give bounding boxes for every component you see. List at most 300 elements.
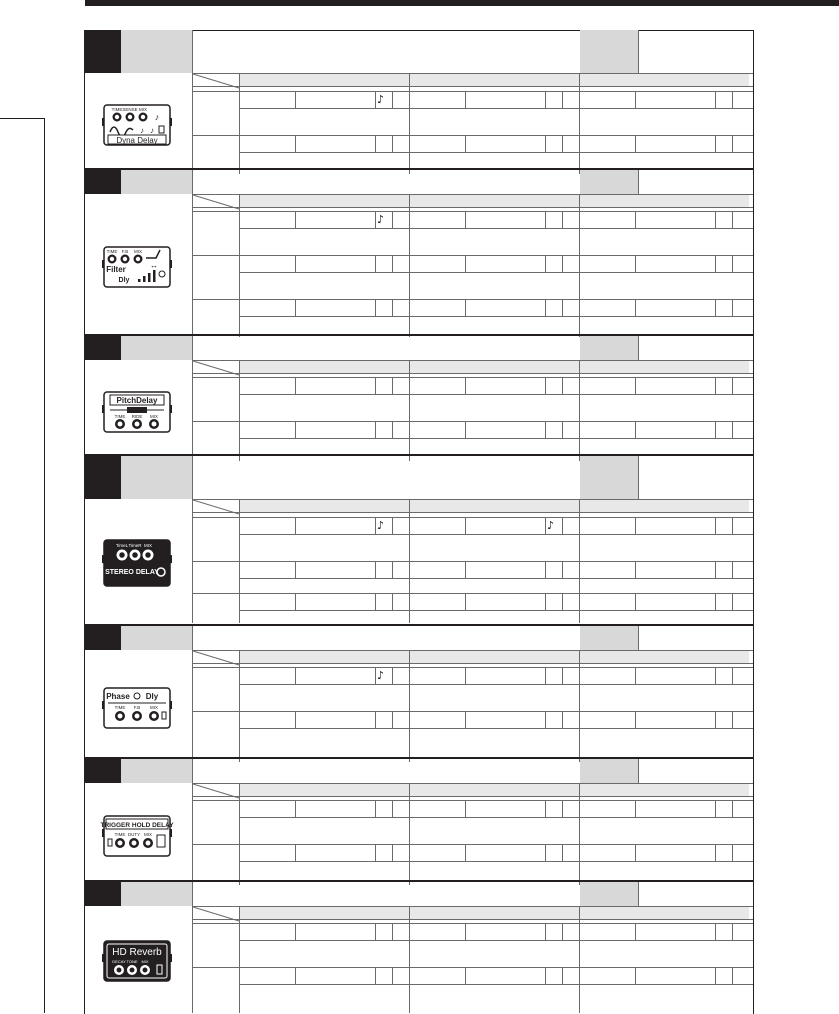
param-name-divider bbox=[465, 377, 466, 394]
effect-section-stereo bbox=[84, 456, 753, 623]
param-value-divider bbox=[375, 800, 376, 817]
param-name-divider bbox=[635, 923, 636, 940]
param-name-divider bbox=[465, 299, 466, 316]
param-name-divider bbox=[635, 561, 636, 578]
param-unit-divider bbox=[562, 135, 563, 152]
param-column-divider bbox=[409, 74, 410, 174]
param-strip-bottom bbox=[193, 919, 753, 920]
pedal-name: Dyna Delay bbox=[116, 136, 158, 145]
header-divider-2 bbox=[638, 456, 639, 499]
param-column-header-1 bbox=[240, 784, 409, 796]
param-unit-divider bbox=[562, 667, 563, 684]
param-name-divider bbox=[635, 377, 636, 394]
param-header-left-rule bbox=[239, 361, 240, 461]
effect-section-hdrev bbox=[84, 882, 753, 1013]
knob-label-mix: MIX bbox=[138, 107, 148, 112]
param-value-divider bbox=[715, 377, 716, 394]
param-value-divider bbox=[375, 967, 376, 984]
param-row-rule bbox=[193, 711, 753, 712]
param-row-rule bbox=[193, 91, 753, 92]
pedal-name: Phase bbox=[106, 691, 130, 701]
param-name-divider bbox=[635, 667, 636, 684]
param-name-divider bbox=[635, 421, 636, 438]
param-unit-divider bbox=[562, 800, 563, 817]
param-name-divider bbox=[295, 421, 296, 438]
knob-label-timer: TimeR bbox=[128, 542, 142, 548]
param-value-divider bbox=[375, 667, 376, 684]
param-strip-bottom bbox=[193, 663, 753, 664]
param-name-divider bbox=[295, 844, 296, 861]
effect-type-cell bbox=[580, 170, 638, 194]
param-unit-divider bbox=[732, 377, 733, 394]
param-value-divider bbox=[375, 561, 376, 578]
param-row-rule bbox=[193, 211, 753, 212]
effect-name-cell bbox=[121, 336, 192, 360]
margin-bracket bbox=[44, 118, 45, 1013]
image-cell-right-border bbox=[192, 73, 193, 174]
param-name-divider bbox=[295, 211, 296, 228]
header-divider-2 bbox=[638, 336, 639, 360]
param-unit-divider bbox=[392, 299, 393, 316]
param-value-divider bbox=[715, 561, 716, 578]
effect-section-filter bbox=[84, 170, 753, 337]
param-row-rule bbox=[193, 844, 753, 845]
param-row-rule bbox=[193, 593, 753, 594]
param-value-divider bbox=[715, 517, 716, 534]
param-unit-divider bbox=[732, 561, 733, 578]
param-unit-divider bbox=[732, 593, 733, 610]
param-column-header-1 bbox=[240, 651, 409, 663]
knob-label-time: TIME bbox=[106, 249, 118, 254]
param-unit-divider bbox=[392, 844, 393, 861]
param-row-subrule bbox=[239, 610, 753, 611]
param-value-divider bbox=[715, 667, 716, 684]
param-value-divider bbox=[715, 967, 716, 984]
effect-section-pitch bbox=[84, 336, 753, 461]
param-value-divider bbox=[715, 255, 716, 272]
param-value-divider bbox=[545, 800, 546, 817]
param-value-divider bbox=[545, 135, 546, 152]
effect-name-cell bbox=[121, 30, 192, 73]
param-column-header-2 bbox=[410, 651, 579, 663]
param-column-header-2 bbox=[410, 500, 579, 512]
param-row-subrule bbox=[239, 817, 753, 818]
param-value-divider bbox=[375, 844, 376, 861]
param-value-divider bbox=[545, 211, 546, 228]
knob-label-time: TIME bbox=[114, 831, 126, 837]
param-row-rule bbox=[193, 667, 753, 668]
header-divider-1 bbox=[192, 170, 193, 194]
param-name-divider bbox=[635, 135, 636, 152]
param-unit-divider bbox=[732, 967, 733, 984]
param-strip-bottom bbox=[193, 512, 753, 513]
param-row-rule bbox=[193, 967, 753, 968]
effect-name-cell bbox=[121, 759, 192, 783]
param-name-divider bbox=[465, 967, 466, 984]
param-unit-divider bbox=[732, 91, 733, 108]
note-glyph: ♪ bbox=[140, 126, 144, 135]
param-unit-divider bbox=[562, 711, 563, 728]
param-strip-bottom bbox=[193, 207, 753, 208]
param-unit-divider bbox=[562, 255, 563, 272]
param-name-divider bbox=[465, 135, 466, 152]
param-value-divider bbox=[375, 255, 376, 272]
note-glyph: ♪ bbox=[154, 112, 160, 122]
param-column-header-2 bbox=[410, 74, 579, 86]
param-name-divider bbox=[295, 561, 296, 578]
phase-delay-pedal-icon bbox=[102, 687, 174, 733]
param-name-divider bbox=[635, 91, 636, 108]
param-column-header-3 bbox=[580, 74, 749, 86]
header-divider-2 bbox=[638, 626, 639, 650]
param-column-header-3 bbox=[580, 500, 749, 512]
param-value-divider bbox=[545, 255, 546, 272]
knob-label-time: TIME bbox=[114, 414, 126, 419]
tempo-sync-note-icon: ♪ bbox=[377, 519, 385, 532]
param-value-divider bbox=[715, 844, 716, 861]
effect-type-cell bbox=[580, 882, 638, 906]
knob-label-time: TIME bbox=[111, 107, 123, 112]
header-divider-1 bbox=[192, 456, 193, 499]
param-value-divider bbox=[375, 211, 376, 228]
effect-type-cell bbox=[580, 456, 638, 499]
param-name-divider bbox=[635, 517, 636, 534]
param-unit-divider bbox=[392, 377, 393, 394]
param-value-divider bbox=[715, 211, 716, 228]
param-name-divider bbox=[295, 517, 296, 534]
image-cell-right-border bbox=[192, 360, 193, 461]
effect-number-cell bbox=[84, 456, 121, 499]
param-row-rule bbox=[193, 923, 753, 924]
param-value-divider bbox=[545, 299, 546, 316]
param-unit-divider bbox=[732, 844, 733, 861]
param-unit-divider bbox=[562, 593, 563, 610]
param-value-divider bbox=[545, 923, 546, 940]
param-name-divider bbox=[635, 967, 636, 984]
param-unit-divider bbox=[562, 517, 563, 534]
param-name-divider bbox=[635, 299, 636, 316]
effect-section-dyna bbox=[84, 30, 753, 174]
knob-label-timel: TimeL bbox=[115, 542, 129, 548]
param-value-divider bbox=[375, 517, 376, 534]
param-value-divider bbox=[545, 667, 546, 684]
param-name-divider bbox=[295, 593, 296, 610]
note-glyph: ♪ bbox=[150, 126, 154, 135]
param-value-divider bbox=[375, 711, 376, 728]
pedal-name: PitchDelay bbox=[116, 396, 158, 405]
effect-name-cell bbox=[121, 626, 192, 650]
param-column-header-3 bbox=[580, 195, 749, 207]
param-name-divider bbox=[635, 711, 636, 728]
effect-number-cell bbox=[84, 626, 121, 650]
param-row-subrule bbox=[239, 316, 753, 317]
param-row-subrule bbox=[239, 534, 753, 535]
param-unit-divider bbox=[392, 91, 393, 108]
param-unit-divider bbox=[732, 517, 733, 534]
header-divider-1 bbox=[192, 30, 193, 73]
header-divider-1 bbox=[192, 759, 193, 783]
pedal-name-2: Dly bbox=[118, 277, 130, 284]
param-unit-divider bbox=[732, 667, 733, 684]
param-unit-divider bbox=[392, 561, 393, 578]
param-value-divider bbox=[375, 91, 376, 108]
param-value-divider bbox=[375, 135, 376, 152]
param-value-divider bbox=[715, 923, 716, 940]
effect-number-cell bbox=[84, 170, 121, 194]
param-value-divider bbox=[375, 923, 376, 940]
hd-reverb-pedal-icon bbox=[102, 940, 174, 986]
effect-type-cell bbox=[580, 336, 638, 360]
knob-label-mix: MIX bbox=[149, 704, 159, 710]
param-unit-divider bbox=[562, 923, 563, 940]
param-column-header-2 bbox=[410, 361, 579, 373]
param-name-divider bbox=[295, 377, 296, 394]
tempo-sync-note-icon: ♪ bbox=[377, 669, 385, 682]
param-unit-divider bbox=[392, 517, 393, 534]
param-value-divider bbox=[375, 593, 376, 610]
param-unit-divider bbox=[732, 255, 733, 272]
header-divider-2 bbox=[638, 170, 639, 194]
filter-delay-pedal-icon bbox=[102, 246, 174, 292]
knob-label-ride: RIDE bbox=[131, 414, 143, 419]
param-column-header-3 bbox=[580, 784, 749, 796]
image-cell-right-border bbox=[192, 194, 193, 337]
param-unit-divider bbox=[392, 421, 393, 438]
param-column-header-3 bbox=[580, 651, 749, 663]
header-divider-1 bbox=[192, 336, 193, 360]
param-column-header-1 bbox=[240, 74, 409, 86]
param-unit-divider bbox=[732, 299, 733, 316]
pedal-name: HD Reverb bbox=[112, 947, 162, 958]
param-column-header-1 bbox=[240, 907, 409, 919]
effect-number-cell bbox=[84, 30, 121, 73]
knob-label-mix: MIX bbox=[143, 831, 153, 837]
image-cell-right-border bbox=[192, 783, 193, 885]
param-value-divider bbox=[715, 299, 716, 316]
pedal-name: TRIGGER HOLD DELAY bbox=[100, 821, 174, 829]
pitch-delay-pedal-icon bbox=[102, 391, 174, 437]
param-row-subrule bbox=[239, 438, 753, 439]
effect-number-cell bbox=[84, 336, 121, 360]
knob-label-decay: DECAY bbox=[112, 959, 126, 964]
param-value-divider bbox=[545, 967, 546, 984]
param-name-divider bbox=[465, 711, 466, 728]
param-value-divider bbox=[715, 421, 716, 438]
param-row-rule bbox=[193, 135, 753, 136]
param-name-divider bbox=[295, 255, 296, 272]
param-name-divider bbox=[295, 923, 296, 940]
param-header-left-rule bbox=[239, 74, 240, 174]
param-name-divider bbox=[635, 844, 636, 861]
tempo-sync-note-icon: ♪ bbox=[547, 519, 555, 532]
param-value-divider bbox=[715, 91, 716, 108]
param-row-subrule bbox=[239, 684, 753, 685]
param-value-divider bbox=[545, 377, 546, 394]
param-column-header-3 bbox=[580, 361, 749, 373]
header-divider-2 bbox=[638, 30, 639, 73]
param-unit-divider bbox=[392, 211, 393, 228]
param-row-subrule bbox=[239, 152, 753, 153]
param-value-divider bbox=[545, 517, 546, 534]
pedal-name: STEREO DELAY bbox=[105, 568, 159, 576]
param-unit-divider bbox=[732, 711, 733, 728]
param-unit-divider bbox=[392, 967, 393, 984]
param-row-rule bbox=[193, 255, 753, 256]
param-unit-divider bbox=[562, 299, 563, 316]
param-name-divider bbox=[295, 667, 296, 684]
param-column-header-1 bbox=[240, 500, 409, 512]
param-value-divider bbox=[545, 593, 546, 610]
param-unit-divider bbox=[392, 711, 393, 728]
param-row-subrule bbox=[239, 394, 753, 395]
param-row-subrule bbox=[239, 984, 753, 985]
param-unit-divider bbox=[732, 923, 733, 940]
param-value-divider bbox=[545, 421, 546, 438]
param-row-subrule bbox=[239, 940, 753, 941]
effect-name-cell bbox=[121, 170, 192, 194]
effect-number-cell bbox=[84, 759, 121, 783]
param-row-subrule bbox=[239, 272, 753, 273]
param-value-divider bbox=[545, 844, 546, 861]
param-name-divider bbox=[465, 255, 466, 272]
param-name-divider bbox=[465, 800, 466, 817]
param-name-divider bbox=[295, 967, 296, 984]
param-unit-divider bbox=[562, 91, 563, 108]
param-row-rule bbox=[193, 517, 753, 518]
param-name-divider bbox=[635, 211, 636, 228]
knob-label-time: TIME bbox=[114, 704, 126, 710]
pedal-name: Filter bbox=[106, 265, 126, 274]
knob-label-tone: TONE bbox=[126, 959, 138, 964]
knob-label-mix: MIX bbox=[141, 959, 149, 964]
param-name-divider bbox=[465, 561, 466, 578]
param-row-rule bbox=[193, 800, 753, 801]
param-value-divider bbox=[545, 561, 546, 578]
param-column-header-2 bbox=[410, 784, 579, 796]
knob-label-f.b: F.B bbox=[133, 704, 141, 710]
param-name-divider bbox=[295, 91, 296, 108]
param-unit-divider bbox=[392, 667, 393, 684]
param-name-divider bbox=[295, 135, 296, 152]
param-value-divider bbox=[375, 377, 376, 394]
param-row-rule bbox=[193, 421, 753, 422]
param-value-divider bbox=[715, 593, 716, 610]
param-row-subrule bbox=[239, 861, 753, 862]
effect-section-phase bbox=[84, 626, 753, 762]
param-unit-divider bbox=[392, 800, 393, 817]
param-unit-divider bbox=[392, 135, 393, 152]
param-row-rule bbox=[193, 561, 753, 562]
header-divider-1 bbox=[192, 626, 193, 650]
knob-label-mix: MIX bbox=[143, 542, 153, 548]
knob-label-duty: DUTY bbox=[127, 831, 141, 837]
param-unit-divider bbox=[392, 923, 393, 940]
arrow-glyph: ↔ bbox=[150, 261, 158, 270]
param-row-subrule bbox=[239, 728, 753, 729]
top-rule bbox=[85, 0, 839, 6]
param-unit-divider bbox=[562, 561, 563, 578]
param-name-divider bbox=[465, 91, 466, 108]
param-value-divider bbox=[375, 421, 376, 438]
param-column-divider bbox=[579, 74, 580, 174]
param-name-divider bbox=[635, 255, 636, 272]
param-unit-divider bbox=[562, 967, 563, 984]
param-unit-divider bbox=[732, 135, 733, 152]
param-row-subrule bbox=[239, 108, 753, 109]
param-name-divider bbox=[295, 299, 296, 316]
effect-name-cell bbox=[121, 882, 192, 906]
param-unit-divider bbox=[562, 844, 563, 861]
param-unit-divider bbox=[392, 255, 393, 272]
effect-type-cell bbox=[580, 30, 638, 73]
param-row-subrule bbox=[239, 228, 753, 229]
param-unit-divider bbox=[732, 800, 733, 817]
effect-type-cell bbox=[580, 626, 638, 650]
param-unit-divider bbox=[392, 593, 393, 610]
param-column-divider bbox=[579, 361, 580, 461]
header-divider-2 bbox=[638, 882, 639, 906]
knob-label-mix: MIX bbox=[133, 249, 143, 254]
param-name-divider bbox=[465, 593, 466, 610]
param-unit-divider bbox=[562, 211, 563, 228]
effect-number-cell bbox=[84, 882, 121, 906]
stereo-delay-pedal-icon bbox=[102, 539, 174, 591]
param-unit-divider bbox=[732, 211, 733, 228]
param-value-divider bbox=[715, 800, 716, 817]
dyna-delay-pedal-icon bbox=[102, 104, 174, 150]
knob-label-sense: SENSE bbox=[122, 107, 138, 112]
param-unit-divider bbox=[732, 421, 733, 438]
param-strip-bottom bbox=[193, 86, 753, 87]
param-strip-bottom bbox=[193, 796, 753, 797]
header-divider-1 bbox=[192, 882, 193, 906]
param-value-divider bbox=[545, 91, 546, 108]
pedal-name-2: Dly bbox=[145, 691, 159, 701]
param-name-divider bbox=[465, 421, 466, 438]
effect-parameter-table bbox=[84, 30, 753, 1014]
param-unit-divider bbox=[562, 421, 563, 438]
param-name-divider bbox=[465, 211, 466, 228]
param-name-divider bbox=[465, 844, 466, 861]
knob-label-f.b: F.B bbox=[121, 249, 129, 254]
param-name-divider bbox=[465, 667, 466, 684]
param-value-divider bbox=[715, 711, 716, 728]
param-name-divider bbox=[635, 593, 636, 610]
param-unit-divider bbox=[562, 377, 563, 394]
param-name-divider bbox=[295, 800, 296, 817]
effect-name-cell bbox=[121, 456, 192, 499]
param-value-divider bbox=[715, 135, 716, 152]
effect-type-cell bbox=[580, 759, 638, 783]
trigger-hold-delay-pedal-icon bbox=[102, 815, 174, 861]
tempo-sync-note-icon: ♪ bbox=[377, 213, 385, 226]
param-row-rule bbox=[193, 377, 753, 378]
header-divider-2 bbox=[638, 759, 639, 783]
effect-section-trigger bbox=[84, 759, 753, 885]
param-column-header-2 bbox=[410, 195, 579, 207]
param-value-divider bbox=[545, 711, 546, 728]
param-name-divider bbox=[465, 923, 466, 940]
param-name-divider bbox=[465, 517, 466, 534]
param-column-header-1 bbox=[240, 361, 409, 373]
param-column-divider bbox=[409, 361, 410, 461]
param-name-divider bbox=[635, 800, 636, 817]
param-value-divider bbox=[375, 299, 376, 316]
margin-bracket-top bbox=[0, 118, 45, 119]
param-row-rule bbox=[193, 299, 753, 300]
param-column-header-2 bbox=[410, 907, 579, 919]
knob-label-mix: MIX bbox=[149, 414, 159, 419]
